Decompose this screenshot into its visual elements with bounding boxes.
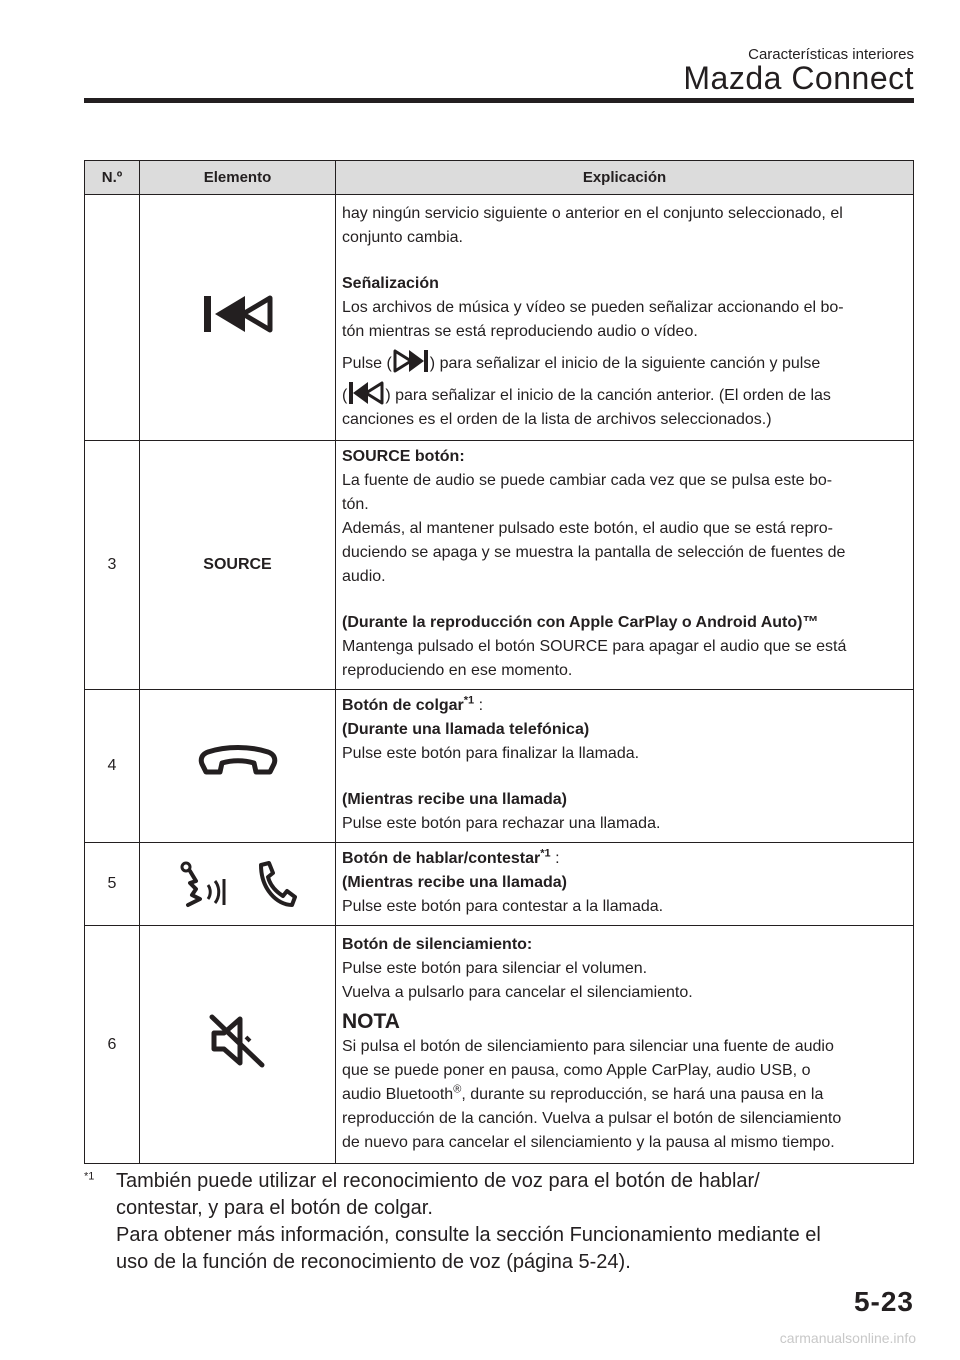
header-rule — [84, 98, 914, 103]
phone-answer-icon — [255, 859, 297, 909]
header-explanation: Explicación — [336, 161, 914, 195]
track-previous-icon — [201, 292, 275, 336]
track-next-icon — [392, 348, 430, 374]
row-explanation: Botón de hablar/contestar$^{*1}$ : (Mientras recibe una llamada) Pulse este botón para contestar a la llamada. — [336, 843, 914, 926]
header-element: Elemento — [140, 161, 336, 195]
note-label: NOTA — [342, 1009, 400, 1033]
mute-icon — [208, 1013, 268, 1069]
table-row — [85, 843, 914, 926]
row-element — [140, 195, 336, 441]
watermark: carmanualsonline.info — [779, 1330, 916, 1346]
row-element — [140, 926, 336, 1164]
row-element — [140, 690, 336, 843]
row-explanation: SOURCE botón: La fuente de audio se puede cambiar cada vez que se pulsa este bo- tón. Además, al mantener pulsado este botón, el audio que se está repro- duciendo se apaga y se muestra la pantalla de selección de fuentes de audio. (Durante la reproducción con Apple CarPlay o Android Auto)™ Mantenga pulsado el botón SOURCE para apagar el audio que se está reproduciendo en ese momento. — [336, 441, 914, 690]
chapter-title: Mazda Connect — [683, 60, 914, 96]
row-no: 6 — [85, 926, 140, 1164]
section-title: Características interiores — [748, 46, 914, 63]
row-no — [85, 195, 140, 441]
row-explanation: hay ningún servicio siguiente o anterior en el conjunto seleccionado, el conjunto cambia. Señalización Los archivos de música y vídeo se pueden señalizar accionando el bo- tón mientras se está reproduciendo audio o vídeo. Pulse ( ) para señalizar el inicio de la siguiente canción y pulse ( ) para señalizar el inicio de la canción anterior. (El orden de las canciones es el orden de la lista de archivos seleccionados.) — [336, 195, 914, 441]
voice-command-icon — [178, 859, 230, 909]
page-number: 5-23 — [853, 1286, 914, 1317]
table-row — [85, 926, 914, 1164]
row-no: 3 — [85, 441, 140, 690]
row-element — [140, 843, 336, 926]
table-header-row — [85, 161, 914, 195]
track-previous-icon — [347, 380, 385, 406]
footnote: $^{*1}$ También puede utilizar el reconocimiento de voz para el botón de hablar/ contestar, y para el botón de colgar. Para obtener más información, consulte la sección Funcionamiento mediante el uso de la función de reconocimiento de voz (página 5-24). — [84, 1170, 821, 1273]
table-row — [85, 441, 914, 690]
table-row — [85, 195, 914, 441]
controls-table — [84, 160, 914, 1164]
row-no: 5 — [85, 843, 140, 926]
hang-up-icon — [196, 742, 280, 782]
row-no: 4 — [85, 690, 140, 843]
footnote-mark: *1 — [84, 1170, 95, 1183]
header-no: N.º — [85, 161, 140, 195]
table-row — [85, 690, 914, 843]
row-explanation: Botón de silenciamiento: Pulse este botón para silenciar el volumen. Vuelva a pulsarlo para cancelar el silenciamiento. NOTA Si pulsa el botón de silenciamiento para silenciar una fuente de audio que se puede poner en pausa, como Apple CarPlay, audio USB, o audio Bluetooth®, durante su reproducción, se hará una pausa en la reproducción de la canción. Vuelva a pulsar el botón de silenciamiento de nuevo para cancelar el silenciamiento y la pausa al mismo tiempo. — [336, 926, 914, 1164]
row-explanation: Botón de colgar$^{*1}$ : (Durante una llamada telefónica) Pulse este botón para finalizar la llamada. (Mientras recibe una llamada) Pulse este botón para rechazar una llamada. — [336, 690, 914, 843]
source-label: SOURCE — [140, 441, 336, 690]
